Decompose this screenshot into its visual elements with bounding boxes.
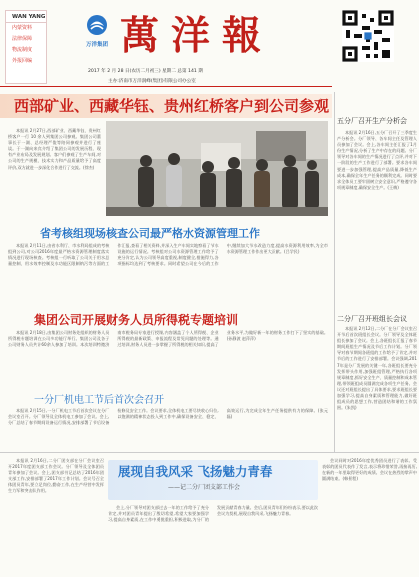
- publisher-info: 主办:济南市万洋润峰(集团)有限公司办公室: [108, 79, 196, 84]
- nav-item-0[interactable]: 内蒙资料: [12, 25, 33, 31]
- article1-headline-text: 西部矿业、西藏华钰、贵州红桥客户到公司参观: [14, 97, 330, 115]
- company-logo: [82, 14, 112, 50]
- feature-banner: [108, 460, 318, 500]
- article6-headline: 二分厂召开班组长会议: [337, 315, 407, 323]
- article1-photo: [106, 121, 328, 216]
- section-nav: [5, 10, 47, 84]
- column-divider: [334, 92, 335, 452]
- article3-headline: 集团公司开展财务人员所得税专题培训: [34, 313, 239, 327]
- feature-col2: 会上,分厂领导对团支部过去一年的工作给予了充分肯定,并对团员青年提出了殷切希望,希望大家要加强学习,提高自身素质,在工作中勇挑重担,积极进取,为分厂的发展贡献青春力量。会后,团员青年们纷纷表示,要以此次会议为契机,展现自我风采,飞扬魅力青春。: [108, 505, 318, 523]
- article4-headline: 一分厂机电工节后首次会召开: [34, 395, 164, 406]
- logo-icon: [86, 14, 108, 36]
- feature-col3: 会议同时对2016年度优秀团员进行了表彰。受表彰的团员代表作了发言,表示将珍惜荣誉,再接再厉,在新的一年里取得更好的成绩。会议在热烈的掌声中圆满结束。(韩景程): [322, 458, 417, 482]
- article2-headline: 省考核组现场核查公司最严格水资源管理工作: [40, 227, 260, 240]
- article4-body: 本报讯 2月15日,一分厂机电工节后首次会议在分厂会议室召开。分厂领导及全体机电工参加了会议。会上,分厂总结了春节期间设备运行情况,安排部署了节后设备检修及安全工作。会议要求,全体机电工要尽快收心归位,以饱满的精神状态投入到工作中,确保设备安全、稳定、高效运行,为完成全年生产任务提供有力的保障。(张元磊): [8, 408, 328, 426]
- issue-info: 2017 年 2 月 28 日(农历二月初三) 星期二 总第 141 期: [88, 69, 203, 74]
- article1-headline: [0, 94, 332, 118]
- nav-item-2[interactable]: 物流制度: [12, 47, 33, 53]
- article2-body: 本报讯 2月11日,由省水利厅、市水利局组成的考核组到公司,对公司2016年度最严格水资源管理制度落实情况进行现场核查。考核组一行听取了公司关于用水总量控制、用水效率控制及水功能区限制纳污等方面的工作汇报,查看了相关资料,并深入生产车间实地察看了节水设施的运行情况。考核组对公司水资源管理工作给予了充分肯定,认为公司领导高度重视,制度健全,措施得力,各项指标均达到了考核要求。同时希望公司在今后的工作中,继续加大节水改造力度,提高水资源利用效率,为全市水资源管理工作作出更大贡献。(吕学民): [8, 243, 328, 267]
- nav-item-3[interactable]: 外报回编: [12, 58, 33, 64]
- article3-body: 本报讯 2月18日,由集团公司财务处组织的财务人员所得税专题培训在公司多功能厅举行。集团公司及各子公司财务人员共计60余人参加了培训。本次培训特邀济南市税务局专家进行授课,内容涵盖了个人所得税、企业所得税的最新政策、申报流程及常见问题的处理等。通过培训,财务人员进一步掌握了所得税的相关知识,提高了业务水平,为做好新一年的财务工作打下了坚实的基础。(孙静波 赵萍萍): [8, 330, 328, 348]
- feature-subhead: ——记二分厂团支部工作会: [168, 484, 241, 491]
- feature-col1: 本报讯 2月16日,二分厂团支部在分厂会议室召开2017年度团支部工作会议。分厂领导及全体团员青年参加了会议。会上,团支部书记总结了2016年团支部工作,安排部署了2017年工作计划。会议号召全体团员青年,要立足岗位,勤奋工作,在生产经营中发挥生力军和突击队作用。: [8, 458, 104, 494]
- article5-headline: 五分厂召开生产分析会: [337, 117, 407, 125]
- nav-title: WAN YANG: [6, 11, 46, 23]
- nav-item-1[interactable]: 法律保障: [12, 36, 33, 42]
- article5-body: 本报讯 2月16日,五分厂召开了三季度生产分析会。分厂领导、各车间主任及管理人员参加了会议。会上,各车间主任汇报了1月份生产情况,分析了生产中存在的问题。分厂领导对各车间的生产情况进行了点评,并对下一阶段的生产工作进行了部署。要求各车间要进一步加强管理,提高产品质量,降低生产成本,确保全年生产任务的顺利完成。同时要求全体员工要牢固树立安全意识,严格遵守各项规章制度,确保安全生产。(王梅): [337, 130, 417, 190]
- masthead-title: 萬洋報: [120, 13, 274, 59]
- masthead-divider: [0, 86, 332, 87]
- article6-body: 本报讯 2月12日,二分厂在分厂会议室召开节后首次班组长会议。分厂领导及全体班组长参加了会议。会上,各班组长汇报了春节期间班组生产情况及节后工作计划。分厂领导对春节期间各班组的工作给予了肯定,并对节后的工作进行了安排部署。会议强调,2017年是分厂发展的关键一年,各班组长要充分发挥带头作用,加强班组管理,严格执行各项规章制度,抓好安全生产、质量控制和成本管理,带领班组成员圆满完成各项生产任务。会议还对班组长提出了具体要求,要求班组长要加强学习,提高自身素质和管理能力,做好班组成员的思想工作,营造团结和谐的工作氛围。(朱凯): [337, 326, 417, 411]
- article1-body: 本报讯 2月27日,西部矿业、西藏华钰、贵州红桥客户一行 10 余人到集团公司参观。集团公司董事长于一湖、总经理严俊等陪同参观并进行了座谈。于一湖向来宾介绍了集团公司的发展历程、现有产业布局及发展规划。客户们参观了生产车间,对公司的生产规模、技术实力和产品质量给予了高度评价,双方就进一步深化合作进行了交流。(徐杰): [8, 128, 101, 170]
- feature-headline: 展现自我风采 飞扬魅力青春: [118, 464, 273, 479]
- qr-code: [342, 10, 394, 62]
- feature-divider: [0, 452, 419, 453]
- logo-text: 万洋集团: [85, 42, 108, 48]
